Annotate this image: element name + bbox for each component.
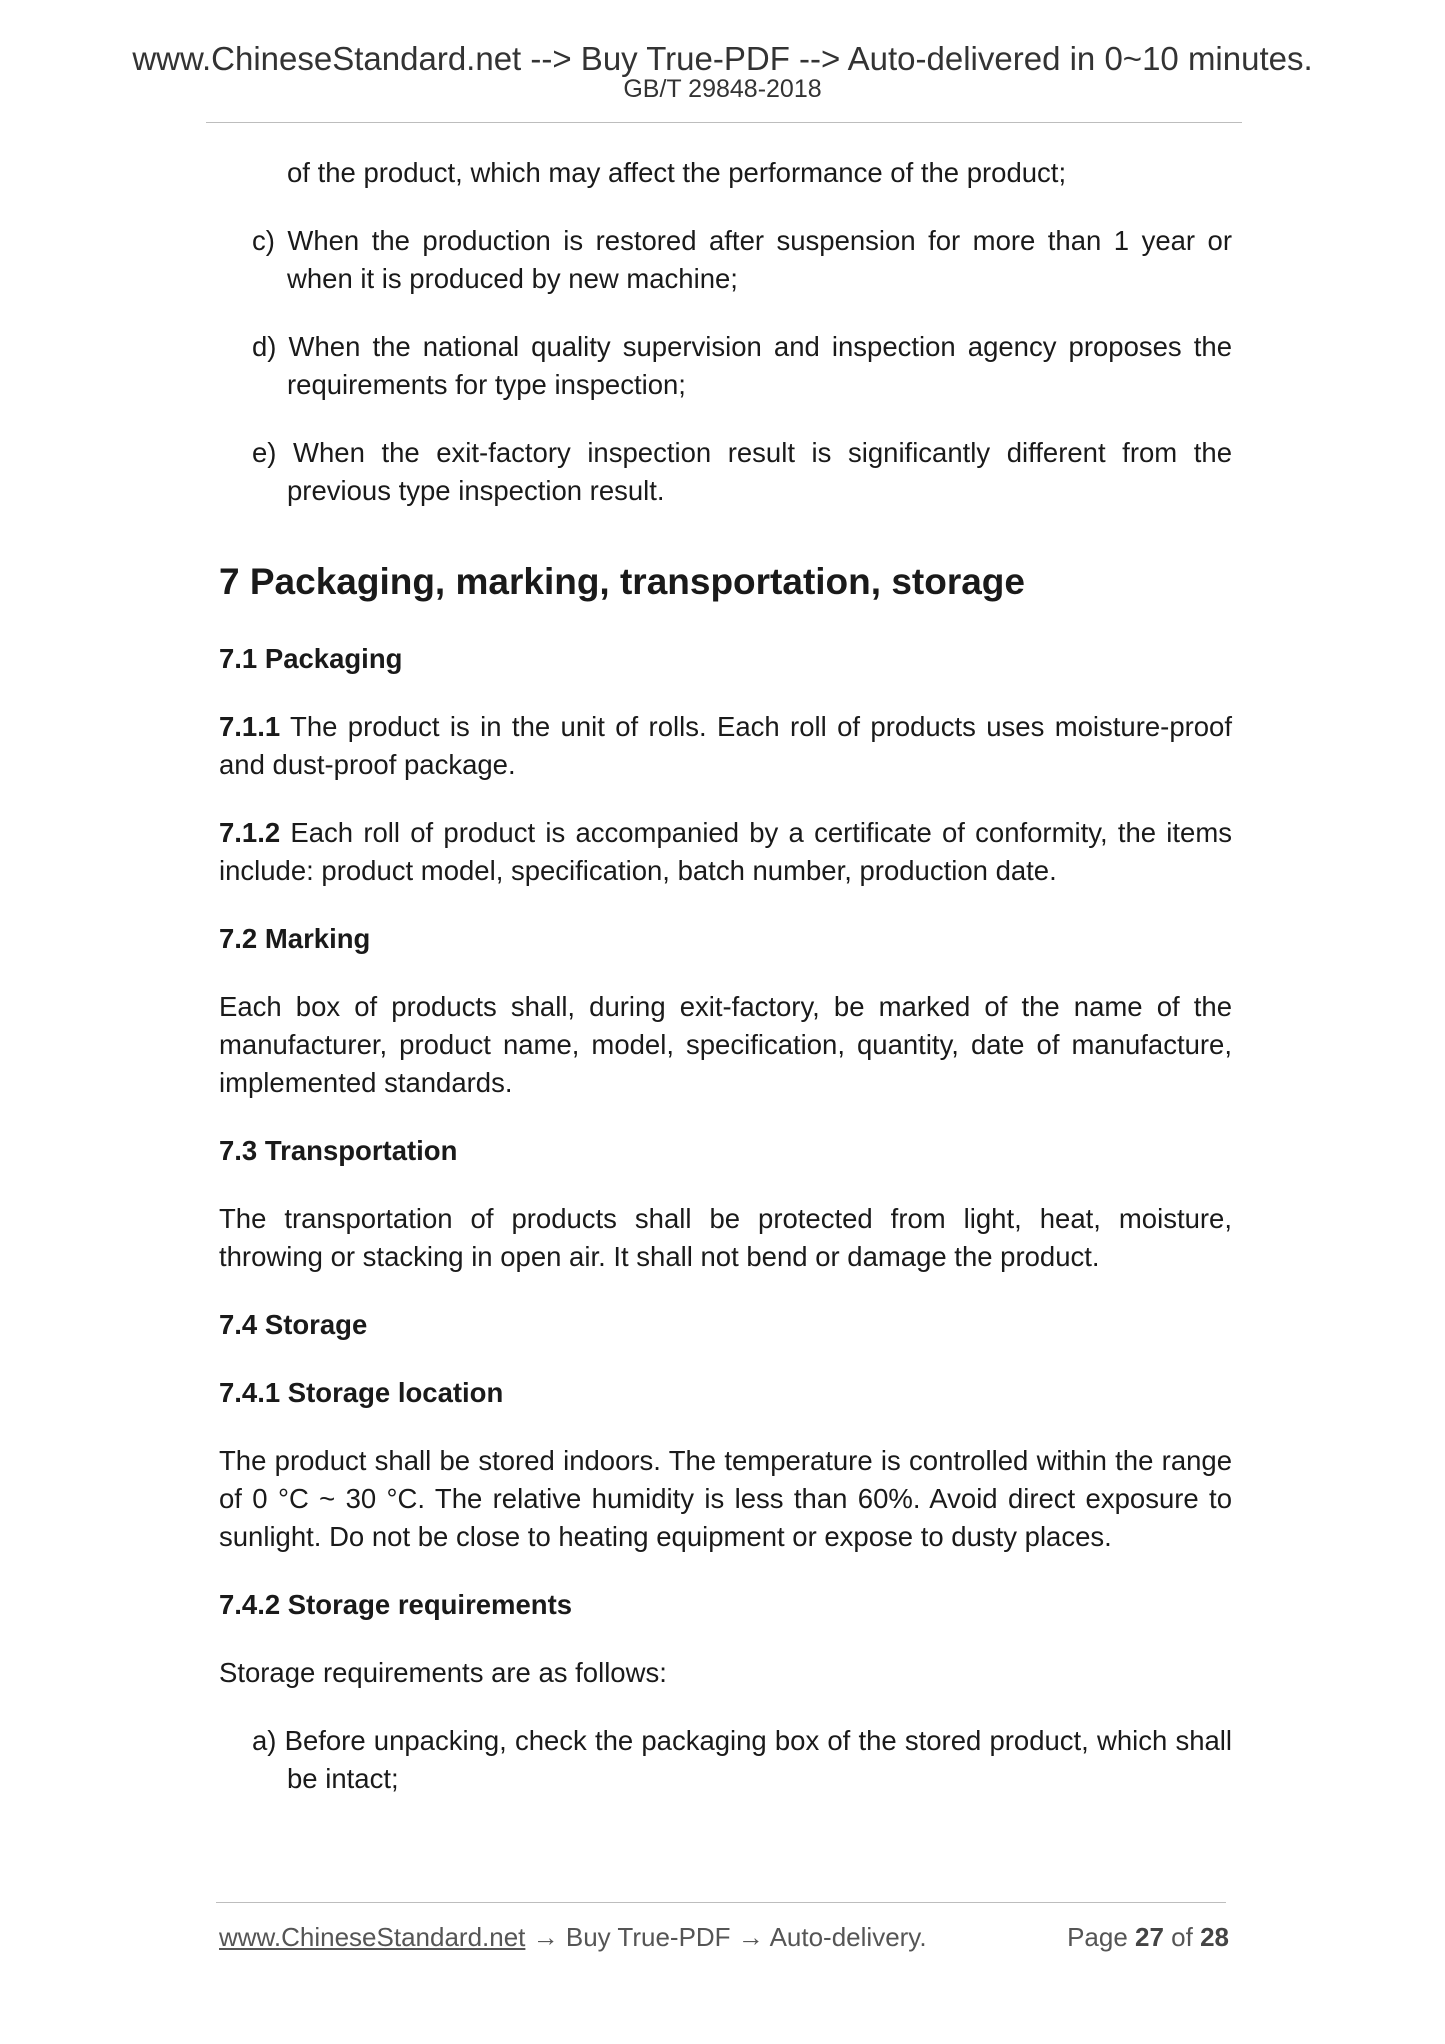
- clause-7-1-2: [219, 814, 1232, 890]
- section-7-2-heading: 7.2 Marking: [219, 923, 371, 954]
- list-item-c: c) When the production is restored after suspension for more than 1 year or when it is produced by new machine;: [252, 225, 1232, 294]
- top-banner: www.ChineseStandard.net --> Buy True-PDF --> Auto-delivered in 0~10 minutes.: [132, 40, 1313, 77]
- header-divider: [206, 122, 1242, 123]
- footer-divider: [216, 1902, 1226, 1903]
- page-label: Page: [1067, 1922, 1136, 1952]
- clause-7-1-2-number: 7.1.2: [219, 817, 281, 848]
- clause-7-1-1: [219, 708, 1232, 784]
- page-content: [219, 154, 1232, 1828]
- clause-7-1-2-text: Each roll of product is accompanied by a certificate of conformity, the items include: product model, specification, batch number, production date.: [219, 817, 1232, 886]
- section-7-4-2-intro: Storage requirements are as follows:: [219, 1657, 667, 1688]
- total-pages: 28: [1200, 1922, 1229, 1952]
- section-7-1-heading: 7.1 Packaging: [219, 643, 403, 674]
- clause-7-1-1-number: 7.1.1: [219, 711, 281, 742]
- of-label: of: [1163, 1922, 1201, 1952]
- section-7-heading: 7 Packaging, marking, transportation, storage: [219, 561, 1025, 602]
- list-item-d: d) When the national quality supervision and inspection agency proposes the requirements for type inspection;: [252, 331, 1232, 400]
- footer-promo-text: → Buy True-PDF → Auto-delivery.: [525, 1922, 927, 1952]
- page-number-indicator: [1067, 1922, 1229, 1953]
- list-item-e: e) When the exit-factory inspection result is significantly different from the previous type inspection result.: [252, 437, 1232, 506]
- section-7-4-2-heading: 7.4.2 Storage requirements: [219, 1589, 573, 1620]
- clause-7-1-1-text: The product is in the unit of rolls. Each roll of products uses moisture-proof and dust-proof package.: [219, 711, 1232, 780]
- section-7-4-heading: 7.4 Storage: [219, 1309, 368, 1340]
- section-7-3-heading: 7.3 Transportation: [219, 1135, 458, 1166]
- standard-code: GB/T 29848-2018: [623, 75, 822, 103]
- list-item-b-continuation: of the product, which may affect the performance of the product;: [287, 157, 1067, 188]
- section-7-4-1-text: The product shall be stored indoors. The temperature is controlled within the range of 0 °C ~ 30 °C. The relative humidity is less than 60%. Avoid direct exposure to sunlight. Do not be close to heating equipment or expose to dusty places.: [219, 1445, 1232, 1552]
- section-7-3-text: The transportation of products shall be protected from light, heat, moisture, throwing or stacking in open air. It shall not bend or damage the product.: [219, 1203, 1232, 1272]
- section-7-4-1-heading: 7.4.1 Storage location: [219, 1377, 504, 1408]
- current-page-number: 27: [1135, 1922, 1164, 1952]
- section-7-2-text: Each box of products shall, during exit-factory, be marked of the name of the manufacturer, product name, model, specification, quantity, date of manufacture, implemented standards.: [219, 991, 1232, 1098]
- footer-site-link[interactable]: www.ChineseStandard.net: [219, 1922, 526, 1952]
- list-item-a: a) Before unpacking, check the packaging box of the stored product, which shall be intact;: [252, 1725, 1232, 1794]
- footer-promo: [219, 1922, 927, 1953]
